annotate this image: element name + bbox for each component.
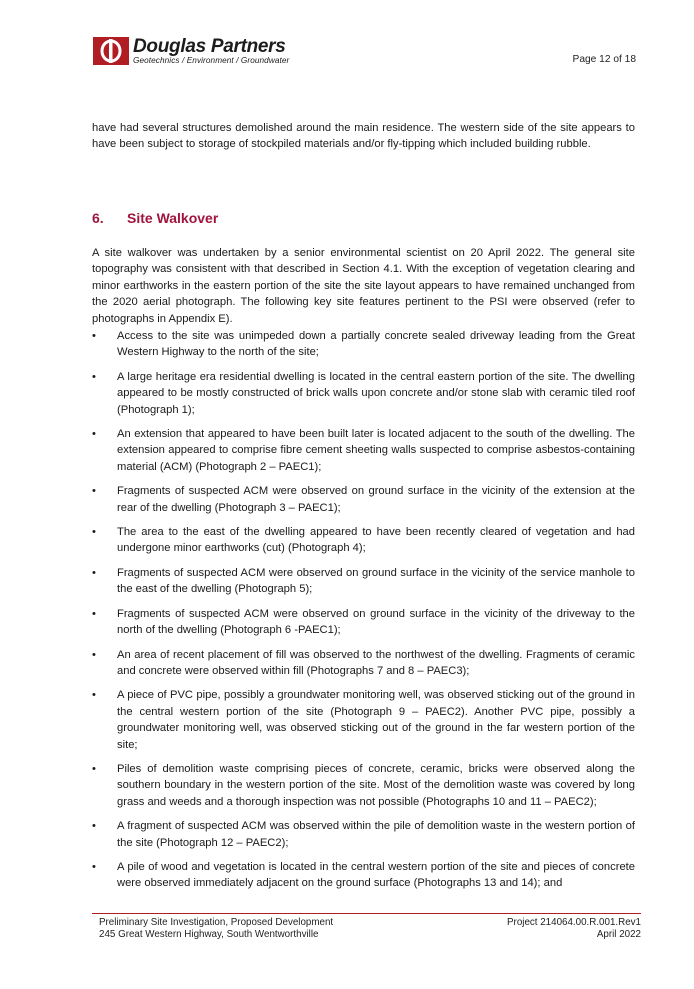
bullet-icon: •	[92, 762, 96, 775]
list-item: • A piece of PVC pipe, possibly a groundwater monitoring well, was observed sticking out of the ground in the central western portion of the site (Photograph 9 – PAEC2). Another PVC pipe, possibly a groundwater monitoring well, was observed sticking out of the ground in the far western portion of the site;	[92, 689, 635, 751]
bullet-icon: •	[92, 485, 96, 498]
bullet-icon: •	[92, 526, 96, 539]
section-heading	[92, 210, 218, 226]
bullet-icon: •	[92, 607, 96, 620]
footer-document-info	[99, 917, 333, 941]
company-tagline: Geotechnics / Environment / Groundwater	[133, 55, 290, 65]
section-intro-paragraph: A site walkover was undertaken by a senior environmental scientist on 20 April 2022. The general site topography was consistent with that described in Section 4.1. With the exception of vegetation clearing and minor earthworks in the eastern portion of the site the site layout appears to have remained unchanged from the 2020 aerial photograph. The following key site features pertinent to the PSI were observed (refer to photographs in Appendix E).	[92, 247, 635, 325]
bullet-icon: •	[92, 820, 96, 833]
logo-mark-icon	[93, 37, 129, 65]
list-item: • Fragments of suspected ACM were observed on ground surface in the vicinity of the service manhole to the east of the dwelling (Photograph 5);	[92, 566, 635, 596]
walkover-observations-list	[92, 328, 635, 892]
list-item: • A fragment of suspected ACM was observed within the pile of demolition waste in the western portion of the site (Photograph 12 – PAEC2);	[92, 820, 635, 849]
intro-paragraph: have had several structures demolished around the main residence. The western side of the site appears to have been subject to storage of stockpiled materials and/or fly-tipping which included building rubble.	[92, 122, 635, 151]
list-item: • A large heritage era residential dwelling is located in the central eastern portion of the site. The dwelling appeared to be mostly constructed of brick walls upon concrete and/or stone slab with ceramic tiled roof (Photograph 1);	[92, 370, 635, 416]
list-item: • An extension that appeared to have been built later is located adjacent to the south of the dwelling. The extension appeared to comprise fibre cement sheeting walls suspected to comprise asbestos-containing material (ACM) (Photograph 2 – PAEC1);	[92, 428, 635, 473]
list-item: • Fragments of suspected ACM were observed on ground surface in the vicinity of the driveway to the north of the dwelling (Photograph 6 -PAEC1);	[92, 607, 635, 637]
footer-date: April 2022	[596, 929, 641, 941]
section-title: Site Walkover	[127, 210, 219, 226]
footer-site-address: 245 Great Western Highway, South Wentworthville	[99, 929, 319, 941]
bullet-icon: •	[92, 566, 96, 579]
bullet-icon: •	[92, 860, 96, 873]
company-logo	[93, 36, 289, 66]
list-item: • Fragments of suspected ACM were observed on ground surface in the vicinity of the extension at the rear of the dwelling (Photograph 3 – PAEC1);	[92, 485, 635, 514]
footer-document-title: Preliminary Site Investigation, Proposed Development	[99, 917, 334, 928]
footer-divider	[92, 913, 641, 914]
bullet-icon: •	[92, 370, 96, 383]
list-item: • A pile of wood and vegetation is located in the central western portion of the site and pieces of concrete were observed immediately adjacent on the ground surface (Photographs 13 and 14); and	[92, 860, 635, 890]
bullet-icon: •	[92, 689, 96, 702]
page-number: Page 12 of 18	[572, 54, 636, 65]
section-number: 6.	[92, 210, 104, 226]
footer-project-info	[507, 917, 641, 941]
bullet-icon: •	[92, 428, 96, 441]
bullet-icon: •	[92, 330, 96, 342]
company-name: Douglas Partners	[133, 35, 286, 57]
list-item: • An area of recent placement of fill was observed to the northwest of the dwelling. Fragments of ceramic and concrete were observed within fill (Photographs 7 and 8 – PAEC3);	[92, 648, 635, 677]
footer-project-number: Project 214064.00.R.001.Rev1	[507, 917, 641, 928]
list-item: • Piles of demolition waste comprising pieces of concrete, ceramic, bricks were observed along the southern boundary in the western portion of the site. Most of the demolition waste was covered by long grass and weeds and a thorough inspection was not possible (Photographs 10 and 11 – PAEC2);	[92, 762, 635, 808]
list-item: • Access to the site was unimpeded down a partially concrete sealed driveway leading from the Great Western Highway to the north of the site;	[92, 330, 635, 359]
bullet-icon: •	[92, 648, 96, 661]
list-item: • The area to the east of the dwelling appeared to have been recently cleared of vegetation and had undergone minor earthworks (cut) (Photograph 4);	[92, 526, 635, 555]
